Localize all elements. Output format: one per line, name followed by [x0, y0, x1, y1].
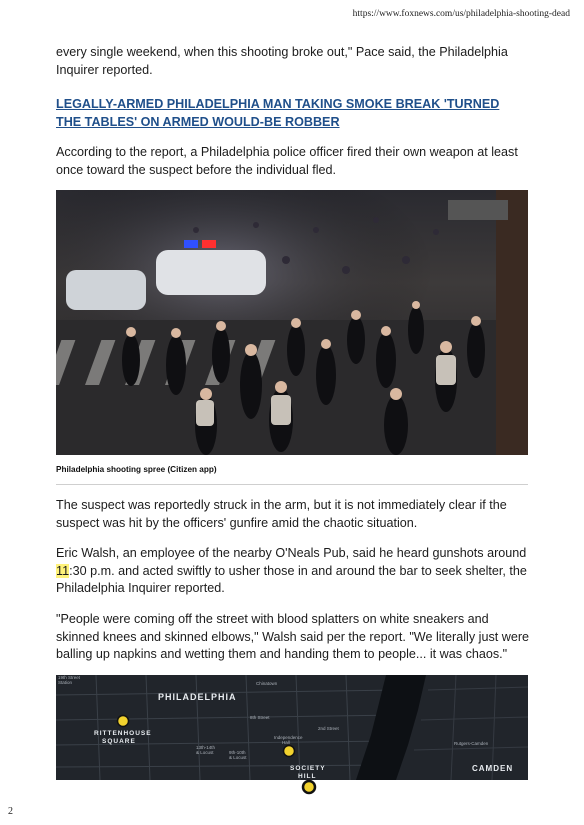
- map-label-13th-2: & Locust: [196, 750, 214, 755]
- map-label-9th-1: 9th-10th: [229, 750, 246, 755]
- map-label-19th-1: 19th Street: [58, 675, 81, 680]
- map-marker-independence: [284, 746, 295, 757]
- map-label-rittenhouse-2: SQUARE: [102, 738, 136, 745]
- map-label-society-1: SOCIETY: [290, 765, 326, 772]
- paragraph-suspect-struck: The suspect was reportedly struck in the arm, but it is not immediately clear if the suspect was hit by the officers' gunfire amid the chaotic situation.: [56, 498, 507, 530]
- map-label-19th-2: Station: [58, 680, 73, 685]
- map-label-rutgers: Rutgers-Camden: [454, 741, 489, 746]
- location-map: [56, 675, 528, 780]
- highlighted-time: 11: [56, 563, 70, 578]
- crowd-scene-image: [56, 190, 528, 455]
- map-label-camden: CAMDEN: [472, 764, 514, 773]
- map-label-8th: 8th Street: [250, 715, 270, 720]
- related-article-link[interactable]: LEGALLY-ARMED PHILADELPHIA MAN TAKING SMOKE BREAK 'TURNED THE TABLES' ON ARMED WOULD-BE ROBBER: [56, 97, 500, 129]
- paragraph-walsh-text-end: :30 p.m. and acted swiftly to usher those in and around the bar to seek shelter, the Philadelphia Inquirer reported.: [56, 563, 527, 595]
- caption-divider: [56, 484, 528, 485]
- map-label-independence-1: Independence: [274, 735, 303, 740]
- paragraph-walsh-text-start: Eric Walsh, an employee of the nearby O'Neals Pub, said he heard gunshots around: [56, 546, 527, 560]
- map-label-society-2: HILL: [298, 773, 317, 780]
- map-label-chinatown: Chinatown: [256, 681, 278, 686]
- map-label-rittenhouse-1: RITTENHOUSE: [94, 730, 152, 737]
- map-label-philadelphia: PHILADELPHIA: [158, 692, 237, 702]
- map-marker-society-hill: [303, 781, 315, 793]
- page-url: https://www.foxnews.com/us/philadelphia-shooting-dead: [352, 9, 570, 19]
- map-label-9th-2: & Locust: [229, 755, 247, 760]
- paragraph-walsh-quote: "People were coming off the street with blood splatters on white sneakers and skinned knees and skinned elbows," Walsh said per the report. "We literally just were balling up napkins and wetting them and handing them to people... it was chaos.": [56, 612, 530, 661]
- page-number: 2: [8, 806, 13, 817]
- map-label-2nd: 2nd Street: [318, 726, 339, 731]
- paragraph-intro: every single weekend, when this shooting broke out," Pace said, the Philadelphia Inquirer reported.: [56, 45, 508, 77]
- paragraph-walsh-statement: [56, 545, 532, 598]
- map-label-independence-2: Hall: [282, 740, 290, 745]
- map-label-13th-1: 13th-14th: [196, 745, 216, 750]
- image-caption: Philadelphia shooting spree (Citizen app): [56, 465, 217, 474]
- map-graphic: [56, 675, 528, 795]
- article-photo: [56, 190, 528, 455]
- map-marker-rittenhouse: [118, 716, 129, 727]
- paragraph-police-report: According to the report, a Philadelphia police officer fired their own weapon at least once toward the suspect before the individual fled.: [56, 145, 518, 177]
